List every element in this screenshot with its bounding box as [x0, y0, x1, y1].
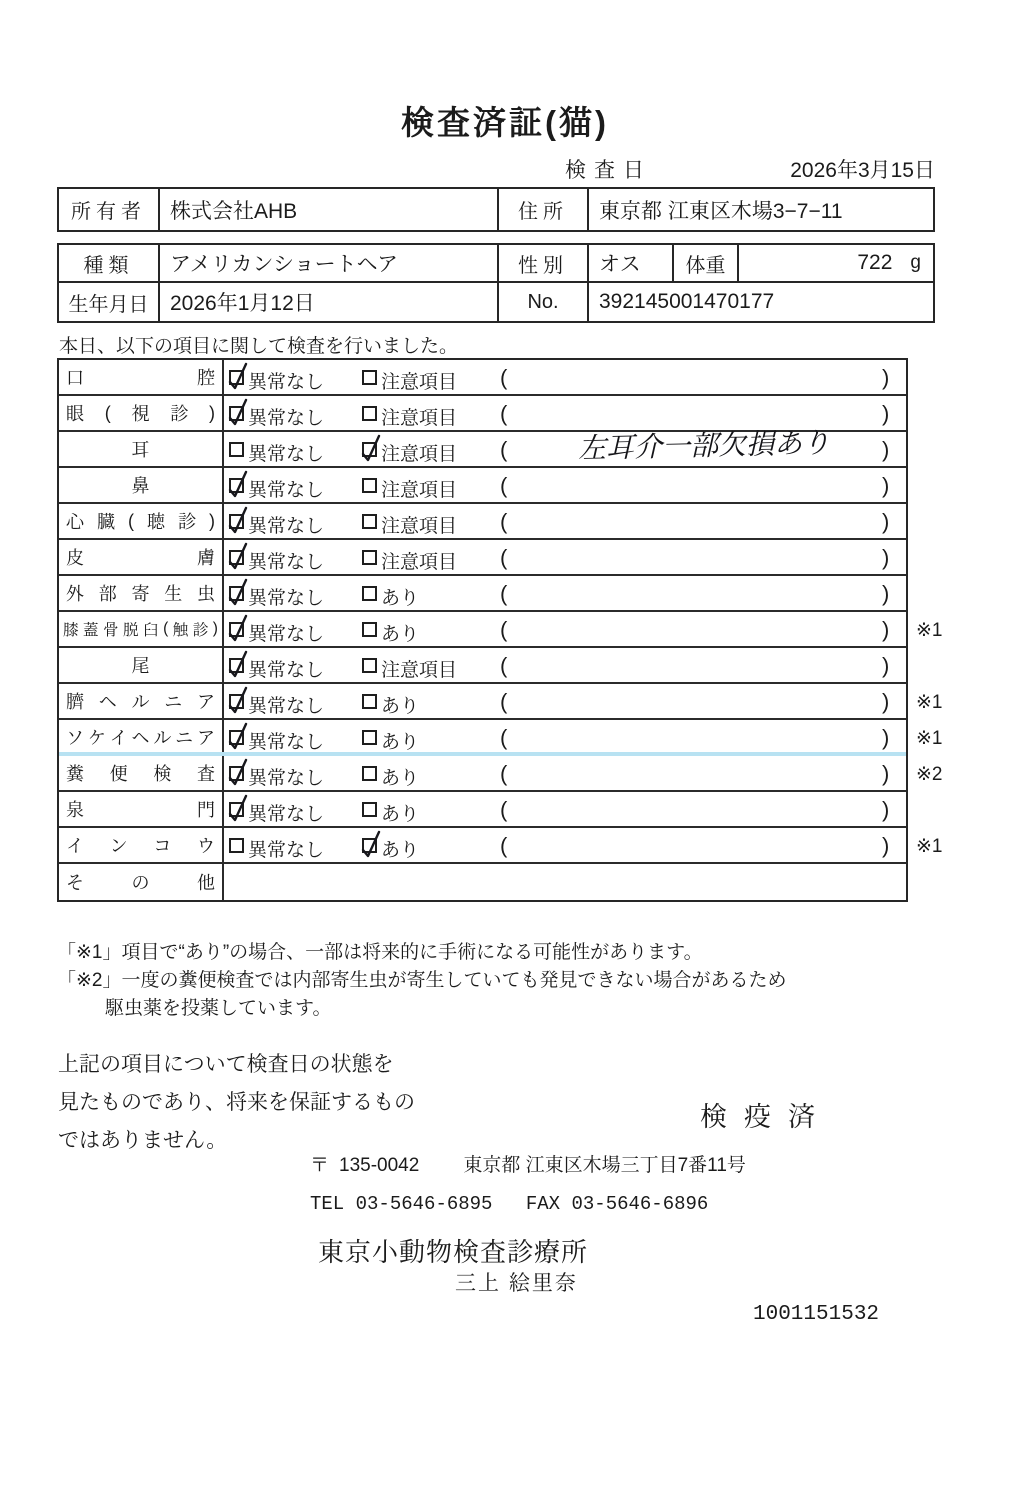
- option-flag-label: あり: [381, 732, 420, 753]
- table-row: [59, 283, 933, 321]
- exam-item-label: 鼻: [59, 468, 224, 502]
- option-normal-label: 異常なし: [248, 660, 325, 681]
- paren-close: ): [882, 653, 890, 678]
- address-label: 住所: [499, 189, 589, 230]
- table-row: [59, 540, 906, 576]
- exam-item-label: 糞 便 検 査: [59, 756, 224, 790]
- reference-mark: ※2: [916, 764, 943, 785]
- checkbox-normal: [229, 838, 244, 853]
- paren-close: ): [882, 797, 890, 822]
- exam-item-result: [224, 468, 906, 502]
- paren-open: (: [500, 797, 508, 822]
- footnote-1: 「※1」項目で“あり”の場合、一部は将来的に手術になる可能性があります。: [57, 942, 703, 963]
- exam-item-result: [224, 576, 906, 610]
- exam-item-label: ソ ケ イ ヘ ル ニ ア: [59, 720, 224, 754]
- paren-close: ): [882, 761, 890, 786]
- exam-item-label: 尾: [59, 648, 224, 682]
- paren-open: (: [500, 689, 508, 714]
- option-normal-label: 異常なし: [248, 624, 325, 645]
- disclaimer-line: 見たものであり、将来を保証するもの: [58, 1091, 415, 1114]
- option-flag-label: あり: [381, 804, 420, 825]
- checkbox-flag: [362, 550, 377, 565]
- exam-item-label: 膝 蓋 骨 脱 臼 ( 触 診 ): [59, 612, 224, 646]
- paren-open: (: [500, 761, 508, 786]
- breed-value: アメリカンショートヘア: [160, 245, 499, 281]
- exam-item-result: [224, 756, 943, 790]
- weight-label: 体重: [674, 245, 739, 281]
- option-flag-label: あり: [381, 624, 420, 645]
- checkbox-normal: [229, 622, 244, 637]
- clinic-address: 東京都 江東区木場三丁目7番11号: [463, 1155, 746, 1176]
- checkmark-icon: [227, 791, 249, 823]
- option-flag-label: 注意項目: [381, 408, 458, 429]
- table-row: [59, 612, 943, 648]
- option-normal-label: 異常なし: [248, 516, 325, 537]
- table-row: [59, 684, 943, 720]
- checkmark-icon: [360, 431, 382, 463]
- table-row: [59, 720, 943, 756]
- exam-item-label: 臍 ヘ ル ニ ア: [59, 684, 224, 718]
- paren-close: ): [882, 473, 890, 498]
- exam-item-result: [224, 828, 943, 862]
- checkbox-flag: [362, 730, 377, 745]
- quarantine-stamp: 検疫済: [700, 1102, 832, 1132]
- exam-date-value: 2026年3月15日: [790, 159, 935, 182]
- table-row: [59, 426, 906, 468]
- option-normal-label: 異常なし: [248, 768, 325, 789]
- table-row: [59, 245, 933, 283]
- option-flag-label: 注意項目: [381, 552, 458, 573]
- disclaimer: [58, 1046, 415, 1160]
- paren-open: (: [500, 581, 508, 606]
- option-flag-label: あり: [381, 768, 420, 789]
- exam-item-label: イ ン コ ウ: [59, 828, 224, 862]
- footnotes: [57, 939, 787, 1023]
- checkbox-flag: [362, 802, 377, 817]
- veterinarian-name: 三上 絵里奈: [455, 1272, 578, 1295]
- checkbox-flag: [362, 442, 377, 457]
- checkbox-normal: [229, 478, 244, 493]
- checkbox-normal: [229, 694, 244, 709]
- paren-open: (: [500, 725, 508, 750]
- option-flag-label: あり: [381, 840, 420, 861]
- exam-item-label: 眼 ( 視 診 ): [59, 396, 224, 430]
- postal-mark-icon: 〒: [310, 1155, 330, 1176]
- table-row: [59, 576, 906, 612]
- clinic-name: 東京小動物検査診療所: [318, 1237, 589, 1267]
- paren-close: ): [882, 545, 890, 570]
- postal-address: [310, 1150, 746, 1177]
- paren-close: ): [882, 437, 890, 462]
- paren-open: (: [500, 653, 508, 678]
- exam-item-result: [224, 612, 943, 646]
- table-row: [59, 360, 906, 396]
- postal-code: 135-0042: [339, 1155, 420, 1176]
- disclaimer-line: ではありません。: [58, 1129, 228, 1152]
- paren-close: ): [882, 689, 890, 714]
- checkbox-flag: [362, 694, 377, 709]
- page-title: 検査済証(猫): [401, 104, 609, 141]
- checkbox-normal: [229, 370, 244, 385]
- reference-mark: ※1: [916, 836, 943, 857]
- paren-close: ): [882, 617, 890, 642]
- option-flag-label: 注意項目: [381, 480, 458, 501]
- serial-number: 1001151532: [753, 1303, 880, 1326]
- handwritten-remark: 左耳介一部欠損あり: [577, 426, 831, 465]
- sex-label: 性別: [499, 245, 589, 281]
- option-normal-label: 異常なし: [248, 552, 325, 573]
- checkmark-icon: [227, 719, 249, 751]
- checkmark-icon: [227, 467, 249, 499]
- table-row: [59, 864, 906, 900]
- tel-fax-line: [310, 1193, 708, 1215]
- checkmark-icon: [227, 575, 249, 607]
- checkbox-normal: [229, 658, 244, 673]
- checkmark-icon: [227, 611, 249, 643]
- weight-number: 722: [857, 251, 893, 274]
- exam-item-result: [224, 540, 906, 574]
- option-flag-label: あり: [381, 696, 420, 717]
- weight-value: [739, 245, 933, 281]
- exam-date-label: 検査日: [565, 159, 652, 182]
- paren-close: ): [882, 509, 890, 534]
- exam-item-label: 外 部 寄 生 虫: [59, 576, 224, 610]
- exam-item-result: [224, 648, 906, 682]
- exam-item-result: [224, 426, 906, 466]
- checkbox-flag: [362, 478, 377, 493]
- reference-mark: ※1: [916, 620, 943, 641]
- birthdate-value: 2026年1月12日: [160, 283, 499, 321]
- exam-item-result: [224, 720, 943, 754]
- paren-close: ): [882, 833, 890, 858]
- table-row: [59, 792, 906, 828]
- paren-open: (: [500, 401, 508, 426]
- paren-open: (: [500, 617, 508, 642]
- table-row: [59, 648, 906, 684]
- exam-item-result: [224, 360, 906, 394]
- number-value: 392145001470177: [599, 290, 775, 313]
- table-row: [59, 828, 943, 864]
- owner-value: 株式会社AHB: [160, 189, 499, 230]
- reference-mark: ※1: [916, 728, 943, 749]
- checkbox-normal: [229, 442, 244, 457]
- checkmark-icon: [227, 683, 249, 715]
- paren-close: ): [882, 365, 890, 390]
- option-normal-label: 異常なし: [248, 732, 325, 753]
- sex-value: オス: [589, 245, 674, 281]
- pet-info-table: [57, 243, 935, 323]
- option-normal-label: 異常なし: [248, 696, 325, 717]
- fax-number: 03-5646-6896: [571, 1193, 709, 1215]
- exam-item-label: 泉 門: [59, 792, 224, 826]
- footnote-2: 「※2」一度の糞便検査では内部寄生虫が寄生していても発見できない場合があるため: [57, 970, 787, 991]
- option-normal-label: 異常なし: [248, 408, 325, 429]
- checkmark-icon: [227, 395, 249, 427]
- paren-open: (: [500, 509, 508, 534]
- fax-label: FAX: [525, 1193, 561, 1215]
- paren-open: (: [500, 833, 508, 858]
- option-normal-label: 異常なし: [248, 588, 325, 609]
- table-row: [59, 504, 906, 540]
- checkmark-icon: [227, 647, 249, 679]
- checkbox-flag: [362, 514, 377, 529]
- checkbox-normal: [229, 766, 244, 781]
- handwritten-remark: [519, 348, 889, 356]
- breed-label: 種類: [59, 245, 160, 281]
- table-row: [59, 468, 906, 504]
- paren-open: (: [500, 437, 508, 462]
- owner-label: 所有者: [59, 189, 160, 230]
- footnote-2-continued: 駆虫薬を投薬しています。: [105, 998, 332, 1019]
- paren-open: (: [500, 473, 508, 498]
- exam-item-result: [224, 504, 906, 538]
- checkbox-flag: [362, 586, 377, 601]
- exam-item-result: [224, 864, 906, 900]
- option-flag-label: 注意項目: [381, 516, 458, 537]
- checkmark-icon: [227, 359, 249, 391]
- option-normal-label: 異常なし: [248, 840, 325, 861]
- checkbox-normal: [229, 550, 244, 565]
- tel-label: TEL: [310, 1193, 345, 1215]
- checkmark-icon: [227, 539, 249, 571]
- checkbox-normal: [229, 514, 244, 529]
- option-normal-label: 異常なし: [248, 804, 325, 825]
- paren-close: ): [882, 725, 890, 750]
- option-flag-label: 注意項目: [381, 444, 458, 465]
- address-value: 東京都 江東区木場3−7−11: [599, 199, 843, 223]
- number-label: No.: [499, 283, 589, 321]
- option-normal-label: 異常なし: [248, 480, 325, 501]
- exam-item-label: そ の 他: [59, 864, 224, 900]
- paren-close: ): [882, 581, 890, 606]
- checkbox-flag: [362, 658, 377, 673]
- paren-open: (: [500, 365, 508, 390]
- table-row: [59, 756, 943, 792]
- owner-info-table: [57, 187, 935, 232]
- checkbox-normal: [229, 586, 244, 601]
- checkbox-flag: [362, 622, 377, 637]
- exam-item-result: [224, 684, 943, 718]
- reference-mark: ※1: [916, 692, 943, 713]
- option-normal-label: 異常なし: [248, 372, 325, 393]
- checkbox-flag: [362, 370, 377, 385]
- birthdate-label: 生年月日: [59, 283, 160, 321]
- checkbox-flag: [362, 838, 377, 853]
- weight-unit: g: [910, 252, 921, 273]
- exam-item-label: 口 腔: [59, 360, 224, 394]
- checkbox-flag: [362, 766, 377, 781]
- checkbox-normal: [229, 730, 244, 745]
- exam-item-label: 耳: [59, 432, 224, 466]
- checkmark-icon: [227, 503, 249, 535]
- paren-close: ): [882, 401, 890, 426]
- paren-open: (: [500, 545, 508, 570]
- checkbox-normal: [229, 802, 244, 817]
- option-normal-label: 異常なし: [248, 444, 325, 465]
- disclaimer-line: 上記の項目について検査日の状態を: [58, 1053, 394, 1076]
- intro-text: 本日、以下の項目に関して検査を行いました。: [59, 336, 459, 357]
- option-flag-label: 注意項目: [381, 660, 458, 681]
- option-flag-label: 注意項目: [381, 372, 458, 393]
- option-flag-label: あり: [381, 588, 420, 609]
- exam-item-label: 皮 膚: [59, 540, 224, 574]
- table-row: [59, 189, 933, 230]
- checkbox-flag: [362, 406, 377, 421]
- tel-number: 03-5646-6895: [355, 1193, 493, 1215]
- checkbox-normal: [229, 406, 244, 421]
- exam-item-result: [224, 792, 906, 826]
- checkmark-icon: [360, 827, 382, 859]
- checkmark-icon: [227, 755, 249, 787]
- exam-item-label: 心 臓 ( 聴 診 ): [59, 504, 224, 538]
- exam-checklist-table: [57, 358, 943, 902]
